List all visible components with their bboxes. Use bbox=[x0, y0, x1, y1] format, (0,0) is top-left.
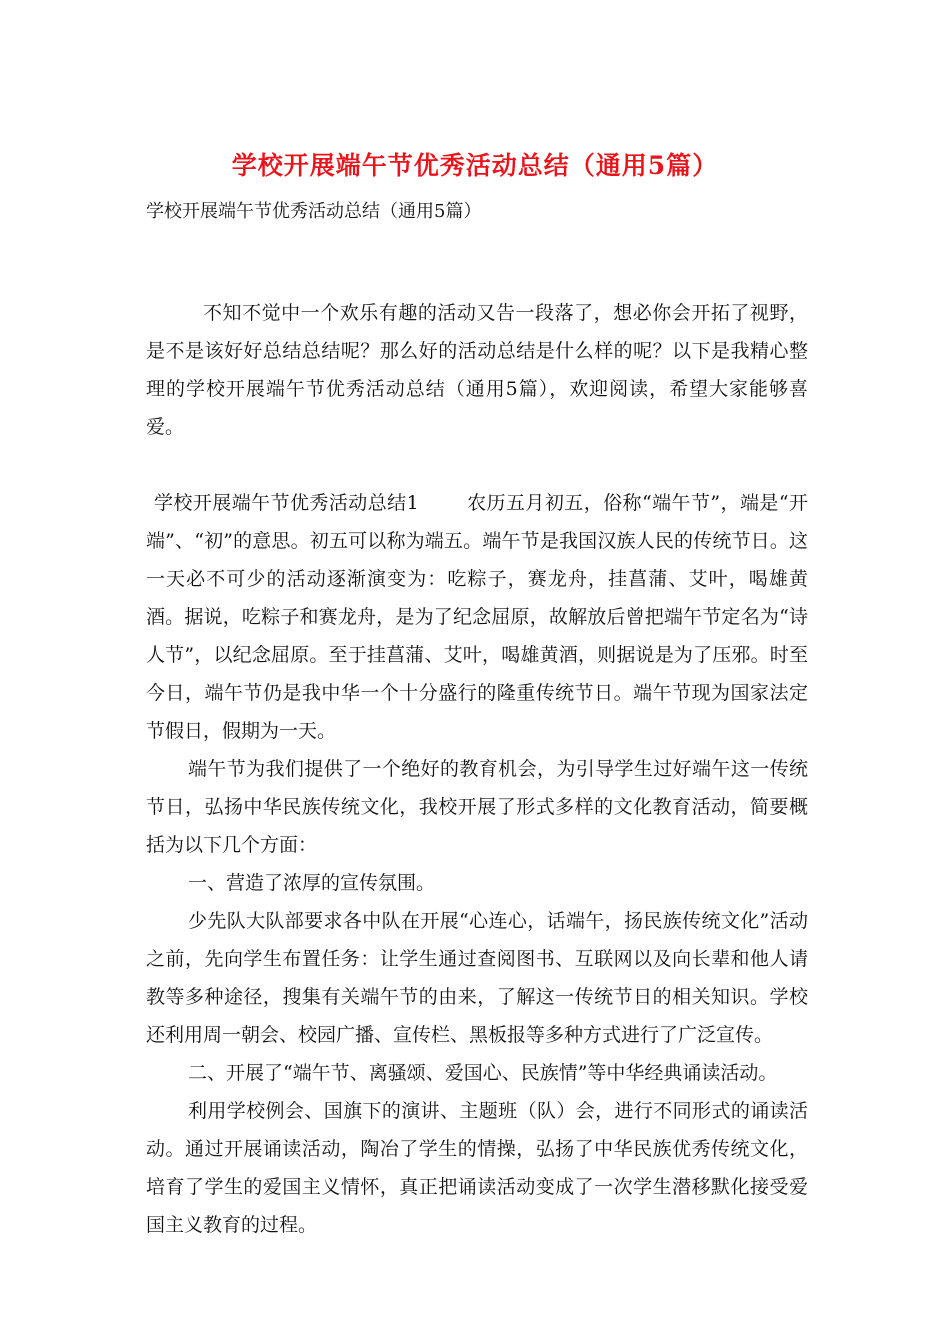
paragraph-education-opportunity: 端午节为我们提供了一个绝好的教育机会，为引导学生过好端午这一传统节日，弘扬中华民族传统文化，我校开展了形式多样的文化教育活动，简要概括为以下几个方面： bbox=[146, 758, 808, 856]
paragraph-gap bbox=[146, 446, 808, 484]
document-subtitle: 学校开展端午节优秀活动总结（通用5篇） bbox=[146, 201, 482, 222]
paragraph-recitation: 利用学校例会、国旗下的演讲、主题班（队）会，进行不同形式的诵读活动。通过开展诵读活动，陶冶了学生的情操，弘扬了中华民族优秀传统文化，培育了学生的爱国主义情怀，真正把诵读活动变成了一次学生潜移默化接受爱国主义教育的过程。 bbox=[146, 1100, 808, 1236]
document-title: 学校开展端午节优秀活动总结（通用5篇） bbox=[231, 151, 719, 180]
section-1-paragraph bbox=[146, 484, 808, 750]
intro-paragraph: 不知不觉中一个欢乐有趣的活动又告一段落了，想必你会开拓了视野，是不是该好好总结总结呢？那么好的活动总结是什么样的呢？以下是我精心整理的学校开展端午节优秀活动总结（通用5篇），欢迎阅读，希望大家能够喜爱。 bbox=[146, 302, 808, 438]
paragraph-publicity: 少先队大队部要求各中队在开展“心连心，话端午，扬民族传统文化”活动之前，先向学生布置任务：让学生通过查阅图书、互联网以及向长辈和他人请教等多种途径，搜集有关端午节的由来，了解这一传统节日的相关知识。学校还利用周一朝会、校园广播、宣传栏、黑板报等多种方式进行了广泛宣传。 bbox=[146, 910, 808, 1046]
heading-publicity: 一、营造了浓厚的宣传氛围。 bbox=[188, 872, 436, 894]
section-1-text: 农历五月初五，俗称“端午节”，端是“开端”、“初”的意思。初五可以称为端五。端午节是我国汉族人民的传统节日。这一天必不可少的活动逐渐演变为：吃粽子，赛龙舟，挂菖蒲、艾叶，喝雄黄酒。据说，吃粽子和赛龙舟，是为了纪念屈原，故解放后曾把端午节定名为“诗人节”，以纪念屈原。至于挂菖蒲、艾叶，喝雄黄酒，则据说是为了压邪。时至今日，端午节仍是我中华一个十分盛行的隆重传统节日。端午节现为国家法定节假日，假期为一天。 bbox=[146, 492, 808, 742]
heading-recitation: 二、开展了“端午节、离骚颂、爱国心、民族情”等中华经典诵读活动。 bbox=[188, 1062, 778, 1084]
section-1-title: 学校开展端午节优秀活动总结1 bbox=[154, 492, 419, 514]
document-body bbox=[146, 294, 808, 1244]
